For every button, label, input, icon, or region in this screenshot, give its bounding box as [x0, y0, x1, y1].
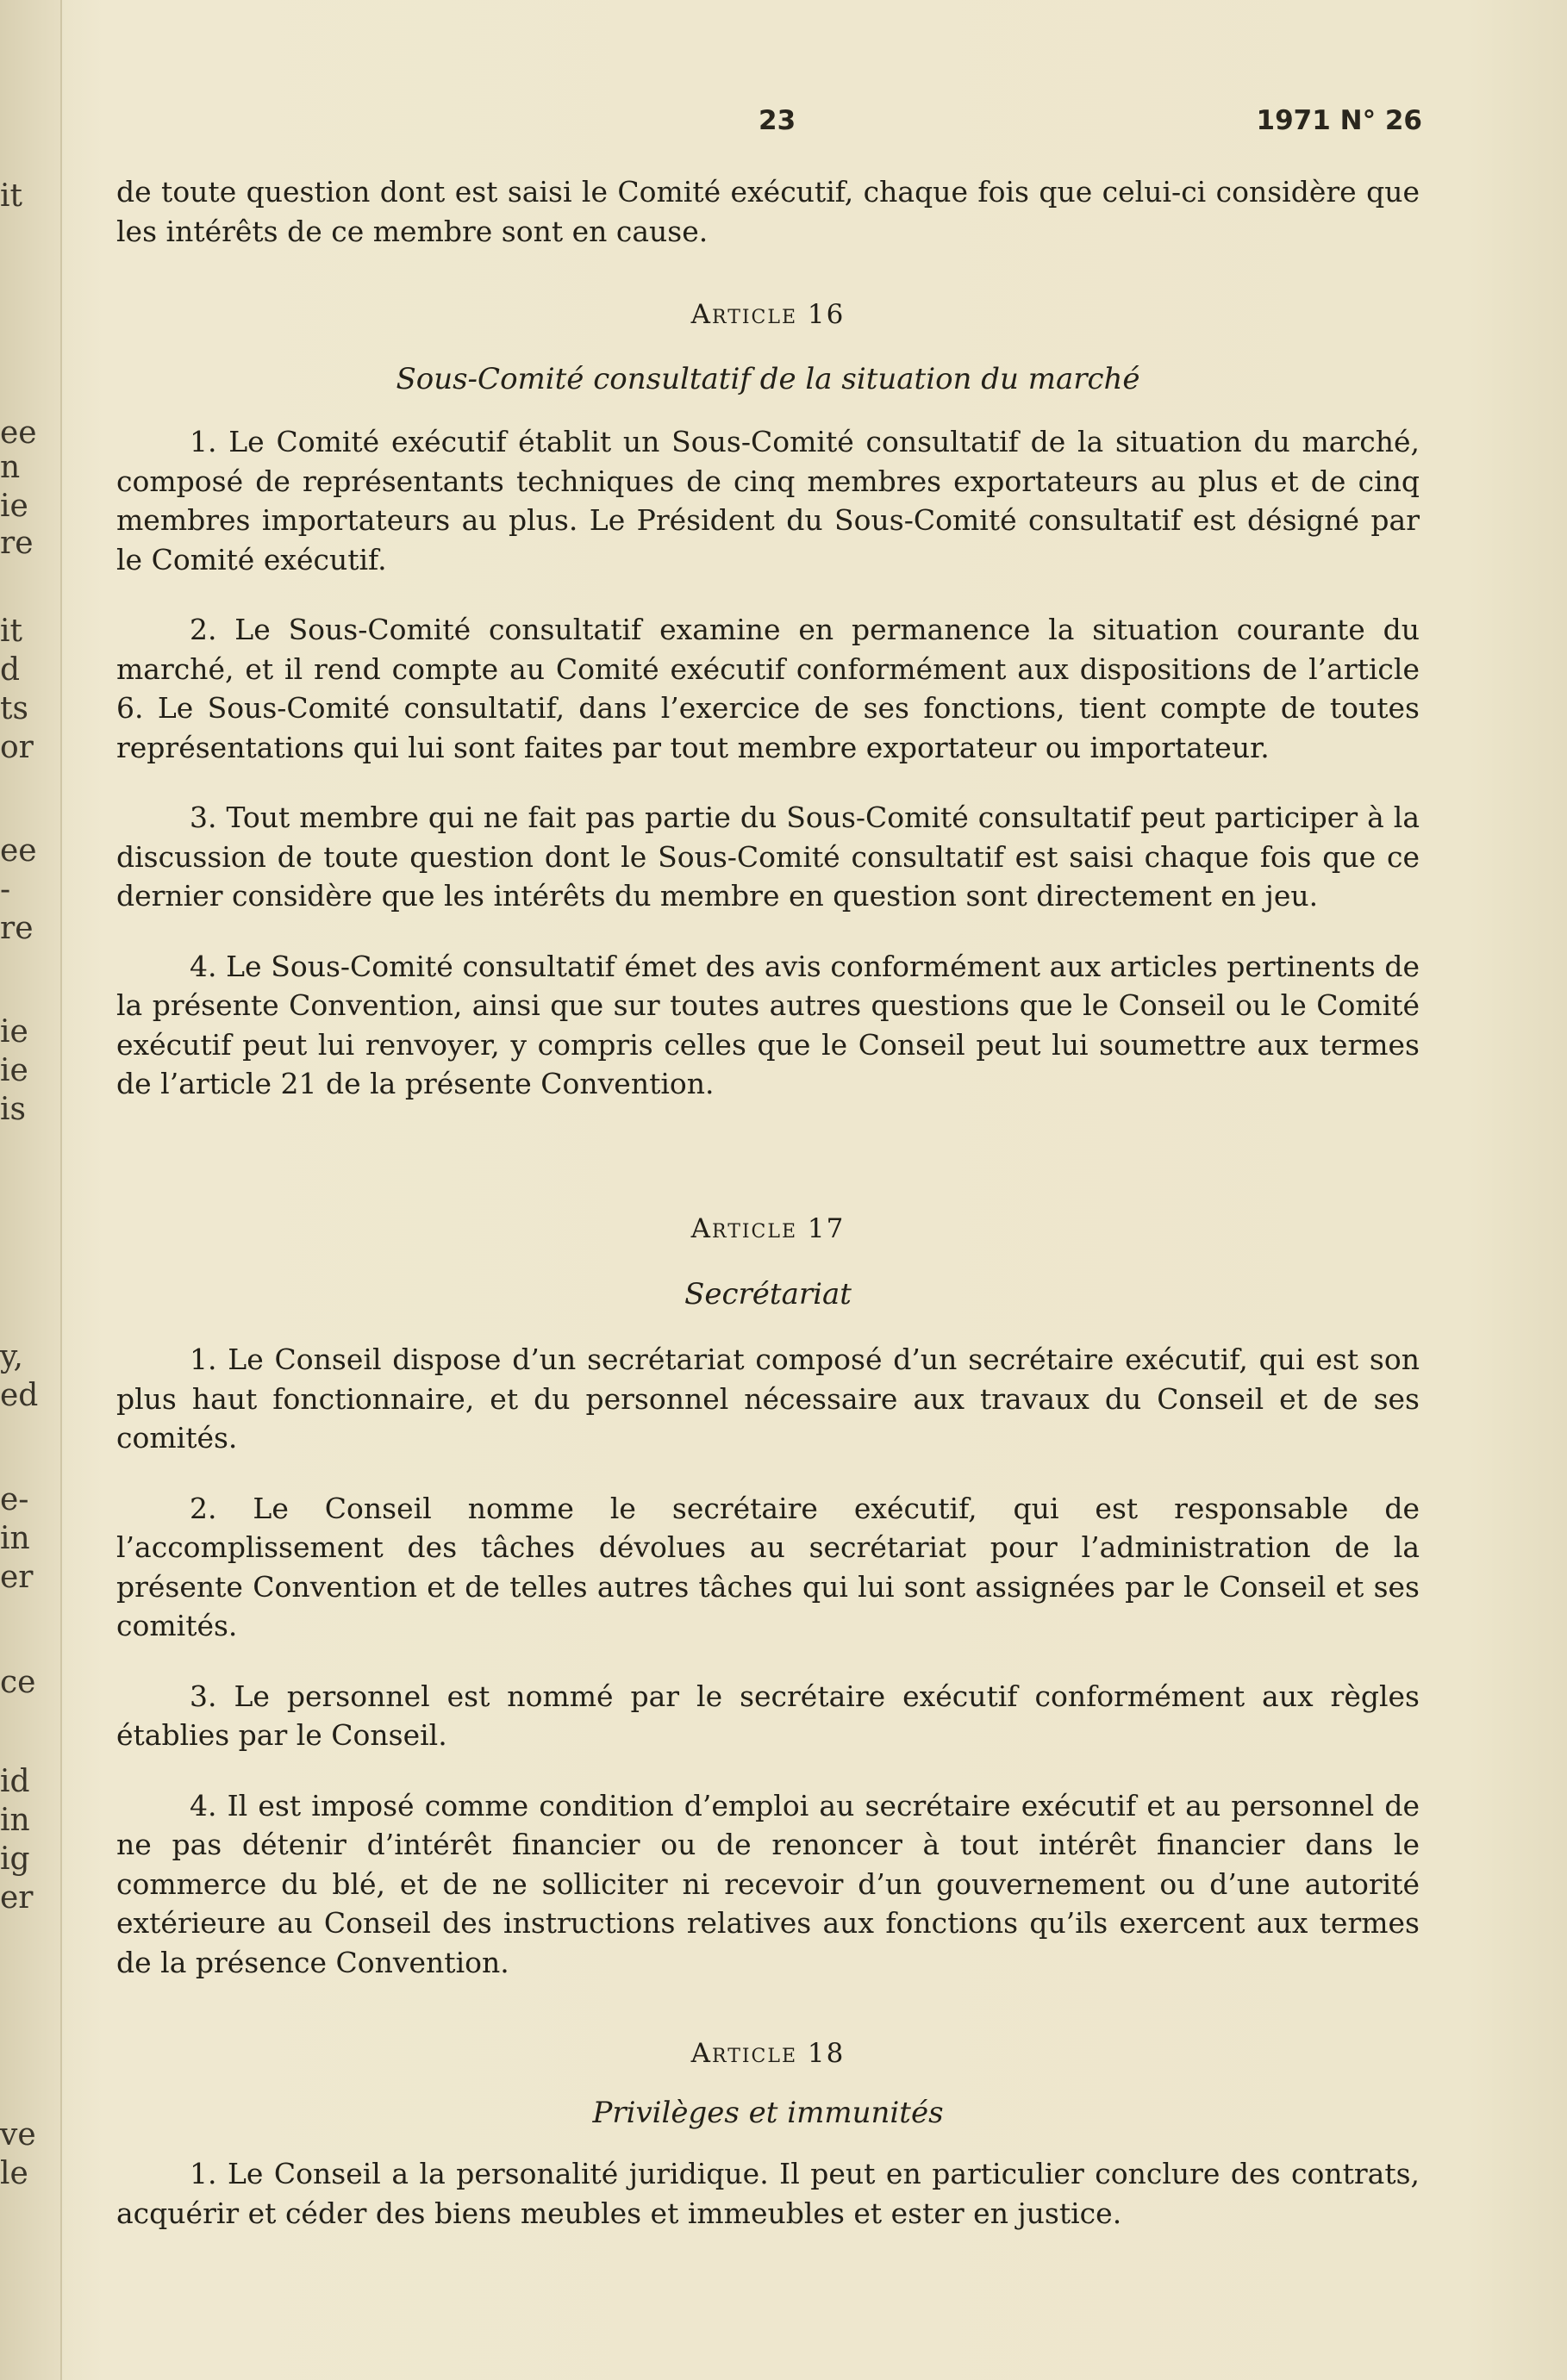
margin-fragment: re: [0, 526, 34, 561]
margin-fragment: is: [0, 1092, 26, 1127]
margin-fragment: ce: [0, 1665, 36, 1700]
margin-fragment: it: [0, 614, 22, 649]
article-17-title: Article 17: [690, 1213, 846, 1244]
margin-fragment: in: [0, 1803, 30, 1838]
margin-fragment: ts: [0, 691, 28, 726]
margin-fragment: ie: [0, 1014, 28, 1050]
margin-fragment: ee: [0, 833, 37, 869]
margin-fragment: id: [0, 1764, 30, 1799]
article-16-title: Article 16: [690, 299, 846, 330]
margin-fragment: le: [0, 2156, 28, 2191]
page-number: 23: [759, 105, 796, 136]
facing-page-gutter: [0, 0, 62, 2380]
margin-fragment: e-: [0, 1482, 29, 1517]
margin-fragment: ig: [0, 1841, 30, 1877]
article-17-body: [116, 1340, 1420, 1982]
paragraph: 1. Le Conseil dispose d’un secrétariat composé d’un secrétaire exécutif, qui est son plus haut fonctionnaire, et du personnel nécessaire aux travaux du Conseil et de ses comités.: [116, 1343, 1420, 1455]
margin-fragment: ie: [0, 1053, 28, 1088]
paragraph: 2. Le Conseil nomme le secrétaire exécutif, qui est responsable de l’accomplissement des tâches dévolues au secrétariat pour l’administration de la présente Convention et de telles autres tâches qui lui sont assignées par le Conseil et ses comités.: [116, 1491, 1420, 1642]
article-18-title: Article 18: [690, 2038, 846, 2069]
paragraph: 2. Le Sous-Comité consultatif examine en permanence la situation courante du marché, et il rend compte au Comité exécutif conformément aux dispositions de l’article 6. Le Sous-Comité consultatif, dans l’exercice de ses fonctions, tient compte de toutes représentations qui lui sont faites par tout membre exportateur ou importateur.: [116, 613, 1420, 764]
margin-fragment: ve: [0, 2117, 36, 2153]
margin-fragment: ee: [0, 415, 37, 451]
paragraph: 4. Il est imposé comme condition d’emploi au secrétaire exécutif et au personnel de ne pas détenir d’intérêt financier ou de renoncer à tout intérêt financier dans le commerce du blé, et de ne solliciter ni recevoir d’un gouvernement ou d’une autorité extérieure au Conseil des instructions relatives aux fonctions qu’ils exercent aux termes de la présence Convention.: [116, 1788, 1420, 1979]
paragraph: de toute question dont est saisi le Comité exécutif, chaque fois que celui-ci considère que les intérêts de ce membre sont en cause.: [116, 175, 1420, 248]
issue-number: 1971 N° 26: [1256, 105, 1422, 136]
margin-fragment: d: [0, 652, 21, 688]
article-18-subtitle: Privilèges et immunités: [592, 2096, 944, 2130]
margin-fragment: -: [0, 872, 11, 907]
margin-fragment: it: [0, 178, 22, 214]
margin-fragment: er: [0, 1560, 34, 1595]
article-16-subtitle: Sous-Comité consultatif de la situation du marché: [396, 362, 1140, 396]
margin-fragment: or: [0, 730, 34, 765]
page-header: [112, 105, 1422, 148]
margin-fragment: ie: [0, 489, 28, 524]
intro-paragraph: [116, 172, 1420, 251]
article-17-subtitle: Secrétariat: [684, 1277, 852, 1311]
paragraph: 1. Le Comité exécutif établit un Sous-Comité consultatif de la situation du marché, composé de représentants techniques de cinq membres exportateurs au plus et de cinq membres importateurs au plus. Le Président du Sous-Comité consultatif est désigné par le Comité exécutif.: [116, 425, 1420, 576]
paragraph: 1. Le Conseil a la personalité juridique. Il peut en particulier conclure des contrats, acquérir et céder des biens meubles et immeubles et ester en justice.: [116, 2157, 1420, 2230]
article-18-body: [116, 2154, 1420, 2233]
paragraph: 3. Tout membre qui ne fait pas partie du Sous-Comité consultatif peut participer à la discussion de toute question dont le Sous-Comité consultatif est saisi chaque fois que ce dernier considère que les intérêts du membre en question sont directement en jeu.: [116, 801, 1420, 913]
paragraph: 4. Le Sous-Comité consultatif émet des avis conformément aux articles pertinents de la présente Convention, ainsi que sur toutes autres questions que le Conseil ou le Comité exécutif peut lui renvoyer, y compris celles que le Conseil peut lui soumettre aux termes de l’article 21 de la présente Convention.: [116, 949, 1420, 1100]
paragraph: 3. Le personnel est nommé par le secrétaire exécutif conformément aux règles établies par le Conseil.: [116, 1679, 1420, 1752]
margin-fragment: y,: [0, 1339, 23, 1374]
margin-fragment: ed: [0, 1378, 39, 1413]
margin-fragment: er: [0, 1880, 34, 1916]
margin-fragment: in: [0, 1521, 30, 1556]
article-16-body: [116, 422, 1420, 1104]
margin-fragment: n: [0, 450, 21, 485]
margin-fragment: re: [0, 911, 34, 946]
